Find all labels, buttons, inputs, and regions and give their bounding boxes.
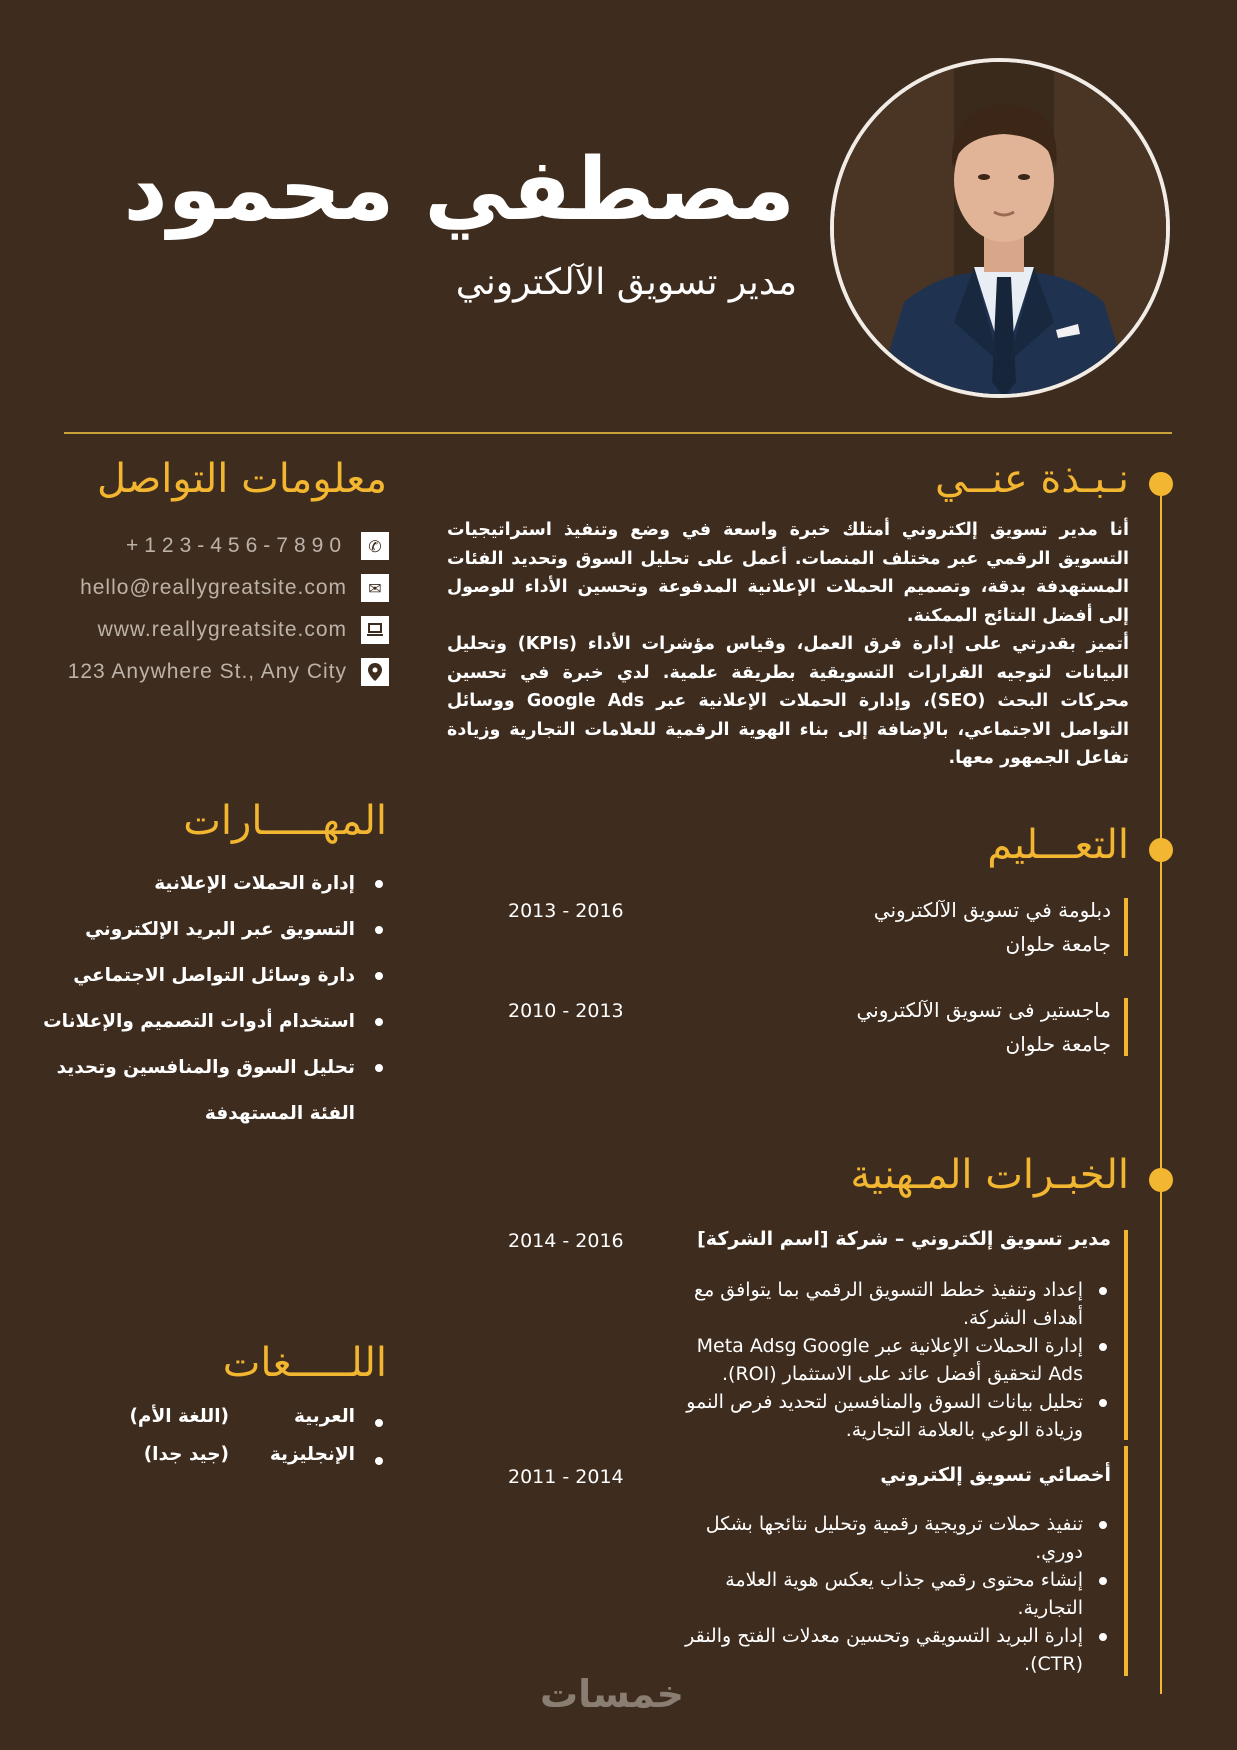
about-text bbox=[447, 516, 1129, 773]
profile-photo bbox=[830, 58, 1170, 398]
education-degree: ماجستير فى تسويق الآلكتروني bbox=[856, 998, 1111, 1022]
header-divider bbox=[64, 432, 1172, 434]
contact-email bbox=[80, 574, 389, 602]
laptop-icon bbox=[361, 616, 389, 644]
timeline-line bbox=[1160, 484, 1162, 1694]
contact-title: معلومات التواصل bbox=[96, 456, 387, 502]
languages-title: اللـــــغات bbox=[222, 1340, 387, 1386]
list-item: استخدام أدوات التصميم والإعلانات bbox=[27, 999, 387, 1045]
address-text: 123 Anywhere St., Any City bbox=[67, 660, 347, 683]
contact-phone bbox=[126, 532, 389, 560]
education-item-1 bbox=[751, 893, 1111, 961]
about-paragraph-1: أنا مدير تسويق إلكتروني أمتلك خبرة واسعة في وضع وتنفيذ استراتيجيات التسويق الرقمي عبر مختلف المنصات. أعمل على تحليل السوق وتحديد الفئات المستهدفة بدقة، وتصميم الحملات الإعلانية المدفوعة وتحسين الأداء للوصول إلى أفضل النتائج الممكنة. bbox=[447, 520, 1129, 626]
education-bar-1 bbox=[1124, 898, 1128, 956]
education-years: 2013 - 2016 bbox=[508, 900, 624, 922]
experience-bullets-1 bbox=[669, 1276, 1109, 1444]
education-degree: دبلومة في تسويق الآلكتروني bbox=[873, 898, 1111, 922]
language-name: العربية bbox=[294, 1406, 355, 1427]
experience-years: 2011 - 2014 bbox=[508, 1466, 624, 1488]
education-bar-2 bbox=[1124, 998, 1128, 1056]
list-item: تحليل السوق والمنافسين وتحديد الفئة المستهدفة bbox=[27, 1045, 387, 1137]
education-school: جامعة حلوان bbox=[1005, 932, 1111, 956]
list-item: إعداد وتنفيذ خطط التسويق الرقمي بما يتوافق مع أهداف الشركة. bbox=[669, 1276, 1109, 1332]
language-item bbox=[127, 1444, 387, 1478]
list-item: إنشاء محتوى رقمي جذاب يعكس هوية العلامة التجارية. bbox=[669, 1566, 1109, 1622]
language-item bbox=[127, 1406, 387, 1440]
list-item: تحليل بيانات السوق والمنافسين لتحديد فرص النمو وزيادة الوعي بالعلامة التجارية. bbox=[669, 1388, 1109, 1444]
envelope-icon: ✉ bbox=[361, 574, 389, 602]
timeline-dot-about bbox=[1149, 472, 1173, 496]
education-item-2 bbox=[751, 993, 1111, 1061]
list-item: إدارة الحملات الإعلانية bbox=[27, 861, 387, 907]
website-text: www.reallygreatsite.com bbox=[97, 618, 347, 641]
phone-text: +123-456-7890 bbox=[125, 534, 347, 557]
experience-role: مدير تسويق إلكتروني – شركة [اسم الشركة] bbox=[697, 1228, 1111, 1250]
experience-role: أخصائي تسويق إلكتروني bbox=[880, 1464, 1111, 1486]
timeline-dot-education bbox=[1149, 838, 1173, 862]
person-name: مصطفي محمود bbox=[123, 140, 795, 240]
list-item: تنفيذ حملات ترويجية رقمية وتحليل نتائجها بشكل دوري. bbox=[669, 1510, 1109, 1566]
skills-title: المهـــــارات bbox=[183, 798, 387, 844]
education-years: 2010 - 2013 bbox=[508, 1000, 624, 1022]
about-title: نـبـذة عنــي bbox=[934, 456, 1129, 502]
list-item: إدارة الحملات الإعلانية عبر Meta Adsg Google Ads لتحقيق أفضل عائد على الاستثمار (ROI). bbox=[669, 1332, 1109, 1388]
experience-bar-2 bbox=[1124, 1446, 1128, 1676]
list-item: دارة وسائل التواصل الاجتماعي bbox=[27, 953, 387, 999]
education-title: التعـــليم bbox=[987, 822, 1129, 868]
experience-bar-1 bbox=[1124, 1230, 1128, 1440]
contact-address bbox=[68, 658, 389, 686]
list-item: إدارة البريد التسويقي وتحسين معدلات الفتح والنقر (CTR). bbox=[669, 1622, 1109, 1678]
watermark-logo: خمسات bbox=[540, 1672, 684, 1716]
list-item: التسويق عبر البريد الإلكتروني bbox=[27, 907, 387, 953]
experience-years: 2014 - 2016 bbox=[508, 1230, 624, 1252]
education-school: جامعة حلوان bbox=[1005, 1032, 1111, 1056]
language-name: الإنجليزية bbox=[269, 1444, 355, 1465]
language-level: (جيد جدا) bbox=[143, 1444, 229, 1465]
about-paragraph-2: أتميز بقدرتي على إدارة فرق العمل، وقياس مؤشرات الأداء (KPIs) وتحليل البيانات لتوجيه القرارات التسويقية بطريقة علمية. لدي خبرة في تحسين محركات البحث (SEO)، وإدارة الحملات الإعلانية عبر Google Ads ووسائل التواصل الاجتماعي، بالإضافة إلى بناء الهوية الرقمية للعلامات التجارية وزيادة تفاعل الجمهور معها. bbox=[447, 634, 1129, 768]
experience-bullets-2 bbox=[669, 1510, 1109, 1678]
timeline-dot-experience bbox=[1149, 1168, 1173, 1192]
job-title: مدير تسويق الآلكتروني bbox=[455, 262, 797, 303]
location-pin-icon bbox=[361, 658, 389, 686]
email-text: hello@reallygreatsite.com bbox=[80, 576, 347, 599]
skills-list bbox=[27, 861, 387, 1137]
language-level: (اللغة الأم) bbox=[129, 1406, 229, 1427]
experience-title: الخبـرات المـهنية bbox=[850, 1152, 1129, 1198]
phone-icon: ✆ bbox=[361, 532, 389, 560]
contact-website bbox=[98, 616, 389, 644]
